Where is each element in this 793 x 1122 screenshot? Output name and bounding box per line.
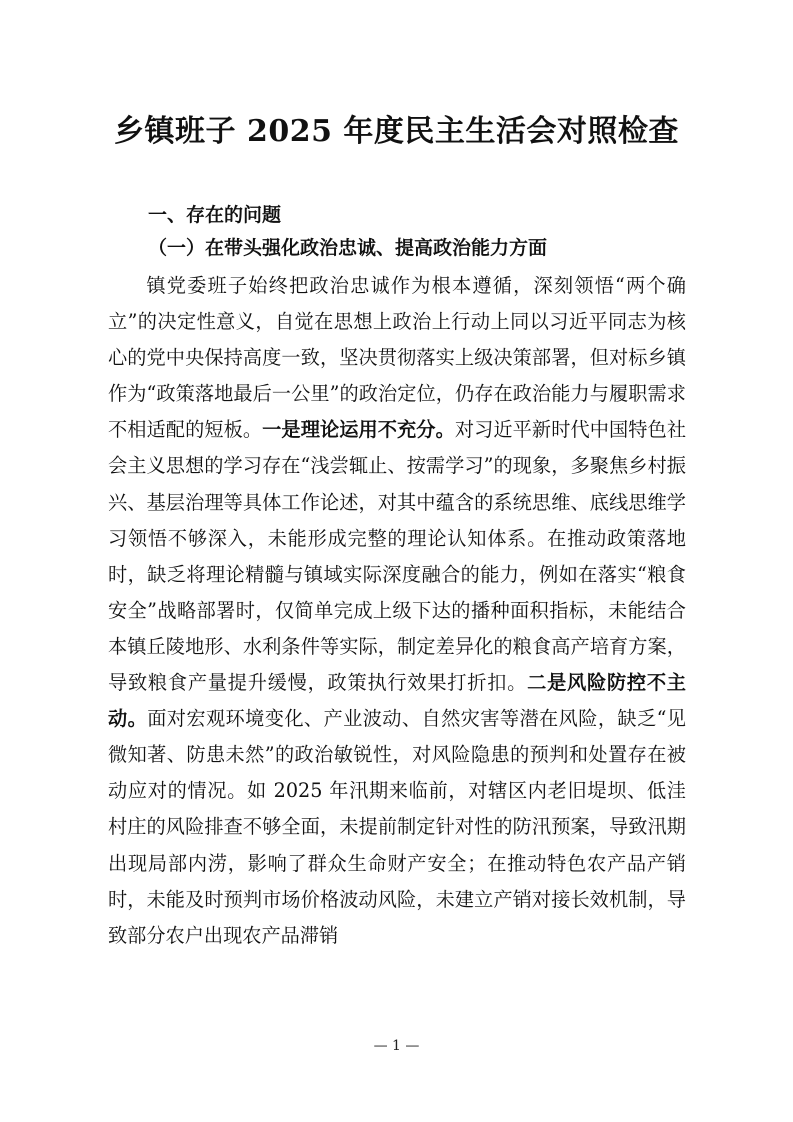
subsection-heading: （一）在带头强化政治忠诚、提高政治能力方面: [148, 237, 548, 259]
page-number: — 1 —: [373, 1038, 420, 1054]
point-one-label: 一是理论运用不充分。: [262, 418, 455, 442]
document-title: 乡镇班子 2025 年度民主生活会对照检查: [114, 114, 679, 149]
section-heading: 一、存在的问题: [148, 204, 282, 226]
paragraph-intro: 镇党委班子始终把政治忠诚作为根本遵循，深刻领悟“两个确立”的决定性意义，自觉在思想上政治上行动上同以习近平同志为核心的党中央保持高度一致，坚决贯彻落实上级决策部署，但对标乡镇作为“政策落地最后一公里”的政治定位，仍存在政治能力与履职需求不相适配的短板。: [108, 274, 686, 442]
body-paragraph: [108, 268, 686, 954]
point-one-text: 对习近平新时代中国特色社会主义思想的学习存在“浅尝辄止、按需学习”的现象，多聚焦乡村振兴、基层治理等具体工作论述，对其中蕴含的系统思维、底线思维学习领悟不够深入，未能形成完整的理论认知体系。在推动政策落地时，缺乏将理论精髓与镇域实际深度融合的能力，例如在落实“粮食安全”战略部署时，仅简单完成上级下达的播种面积指标，未能结合本镇丘陵地形、水利条件等实际，制定差异化的粮食高产培育方案，导致粮食产量提升缓慢，政策执行效果打折扣。: [108, 418, 687, 695]
point-two-text: 面对宏观环境变化、产业波动、自然灾害等潜在风险，缺乏“见微知著、防患未然”的政治敏锐性，对风险隐患的预判和处置存在被动应对的情况。如 2025 年汛期来临前，对辖区内老旧堤坝、低洼村庄的风险排查不够全面，未提前制定针对性的防汛预案，导致汛期出现局部内涝，影响了群众生命财产安全；在推动特色农产品产销时，未能及时预判市场价格波动风险，未建立产销对接长效机制，导致部分农户出现农产品滞销: [108, 707, 686, 947]
point-two-label: 二是风险防控不主动。: [108, 671, 686, 731]
